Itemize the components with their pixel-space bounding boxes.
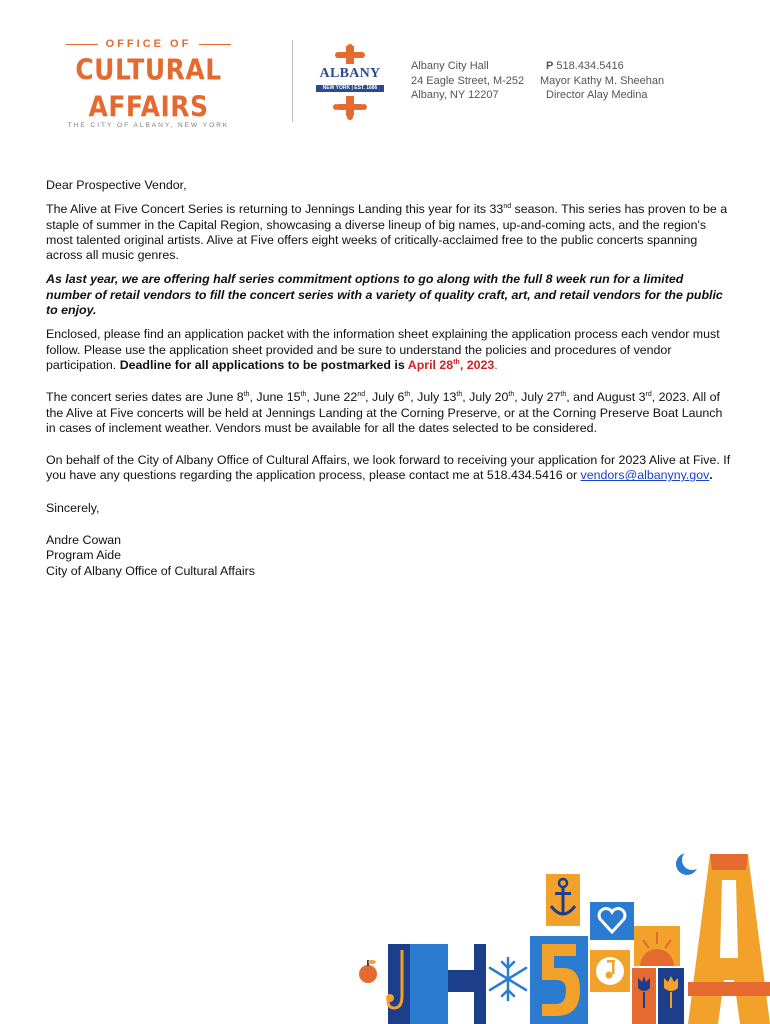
phone-label: P xyxy=(546,60,554,72)
paragraph-dates: The concert series dates are June 8th, June 15th, June 22nd, July 6th, July 13th, July 20th, July 27th, and August 3rd, 2023. All of the Alive at Five concerts will be held at Jennings Landing at the Corning Preserve, or at the Corning Preserve Boat Launch in cases of inclement weather. Vendors must be available for all the dates selected to be considered. xyxy=(46,390,723,435)
albany-cross-icon xyxy=(314,44,386,120)
letter-body xyxy=(46,178,731,579)
vendor-email-link[interactable]: vendors@albanyny.gov xyxy=(580,468,710,483)
heart-icon xyxy=(590,902,634,940)
music-note-icon xyxy=(590,950,630,992)
mayor-name: Mayor Kathy M. Sheehan xyxy=(540,74,665,87)
concert-date-separator: , xyxy=(462,390,470,405)
concert-date-suffix: th xyxy=(560,391,567,399)
concert-date: June 22 xyxy=(313,390,358,405)
alive-at-five-artwork xyxy=(350,840,770,1024)
concert-date-separator: , xyxy=(249,390,257,405)
deadline-date: April 28th, 2023 xyxy=(407,357,495,372)
big-number-5 xyxy=(530,936,588,1024)
concert-date: July 20 xyxy=(469,390,509,405)
logo-top-text: OFFICE OF xyxy=(105,38,192,50)
logo-main-text: CULTURAL AFFAIRS xyxy=(75,53,222,124)
albany-est-band: NEW YORK | EST. 1686 xyxy=(316,85,384,92)
office-of-cultural-affairs-logo xyxy=(46,38,251,129)
concert-dates-list xyxy=(206,390,658,404)
signature-title: Program Aide xyxy=(46,548,122,563)
moon-icon xyxy=(676,850,702,875)
address-block xyxy=(411,59,524,103)
paragraph-contact: On behalf of the City of Albany Office of Cultural Affairs, we look forward to receiving your application for 2023 Alive at Five. If you have any questions regarding the application process, please contact me at 518.434.5416 or vendors@albanyny.gov. xyxy=(46,453,731,483)
deadline-statement: Deadline for all applications to be postmarked is xyxy=(119,357,408,372)
anchor-icon xyxy=(546,874,580,926)
header-divider xyxy=(292,40,293,122)
tulip-icon xyxy=(632,968,684,1024)
logo-bottom-text: THE CITY OF ALBANY, NEW YORK xyxy=(67,122,230,129)
apple-icon xyxy=(359,960,377,983)
snowflake-icon xyxy=(490,958,526,1000)
logo-rule-left xyxy=(66,44,98,45)
officials-block xyxy=(540,59,664,103)
concert-date: July 13 xyxy=(417,390,457,405)
concert-date-separator: , xyxy=(410,390,418,405)
concert-date-separator: , xyxy=(365,390,373,405)
concert-date-suffix: th xyxy=(456,391,463,399)
big-letter-a xyxy=(688,854,770,1024)
concert-date-separator: , xyxy=(651,390,659,405)
concert-date-suffix: th xyxy=(300,391,307,399)
address-line-1: Albany City Hall xyxy=(411,60,489,72)
concert-date-suffix: nd xyxy=(357,391,366,399)
paragraph-enclosed: Enclosed, please find an application packet with the information sheet explaining the application process each vendor must follow. Please use the application sheet provided and be sure to understand the policies and procedures of vendor participation. Deadline for all applications to be postmarked is April 28th, 2023. xyxy=(46,327,720,372)
concert-date: July 27 xyxy=(521,390,561,405)
paragraph-intro: The Alive at Five Concert Series is returning to Jennings Landing this year for its 33nd season. This series has proven to be a staple of summer in the Capital Region, showcasing a diverse lineup of big names, up-and-coming acts, and the region's most talented original artists. Alive at Five offers eight weeks of critically-acclaimed free to the public concerts spanning across all music genres. xyxy=(46,202,728,263)
concert-date-suffix: th xyxy=(243,391,250,399)
sun-icon xyxy=(634,926,680,966)
concert-date: August 3 xyxy=(596,390,646,405)
signature-organization: City of Albany Office of Cultural Affairs xyxy=(46,563,255,578)
signature-name: Andre Cowan xyxy=(46,533,122,548)
concert-date-suffix: rd xyxy=(645,391,652,399)
logo-rule-right xyxy=(199,44,231,45)
stripes-block xyxy=(410,944,486,1024)
letterhead xyxy=(0,0,770,140)
phone-number: 518.434.5416 xyxy=(556,60,624,72)
city-of-albany-logo xyxy=(314,44,386,120)
saxophone-icon xyxy=(386,944,410,1024)
concert-date-separator: , xyxy=(306,390,314,405)
address-line-2: 24 Eagle Street, M-252 xyxy=(411,74,525,87)
albany-wordmark: ALBANY xyxy=(319,66,381,81)
concert-date-suffix: th xyxy=(404,391,411,399)
concert-date: July 6 xyxy=(372,390,405,405)
concert-date-separator: , and xyxy=(566,390,597,405)
concert-date-suffix: th xyxy=(508,391,515,399)
paragraph-half-series: As last year, we are offering half series commitment options to go along with the full 8 week run for a limited number of retail vendors to fill the concert series with a variety of quality craft, art, and retail vendors for the public to enjoy. xyxy=(46,272,723,318)
concert-date-separator: , xyxy=(514,390,522,405)
address-line-3: Albany, NY 12207 xyxy=(411,89,499,101)
director-name: Director Alay Medina xyxy=(546,89,648,101)
closing: Sincerely, xyxy=(46,500,100,515)
concert-date: June 8 xyxy=(206,390,244,405)
salutation: Dear Prospective Vendor, xyxy=(46,178,187,192)
concert-date: June 15 xyxy=(256,390,301,405)
